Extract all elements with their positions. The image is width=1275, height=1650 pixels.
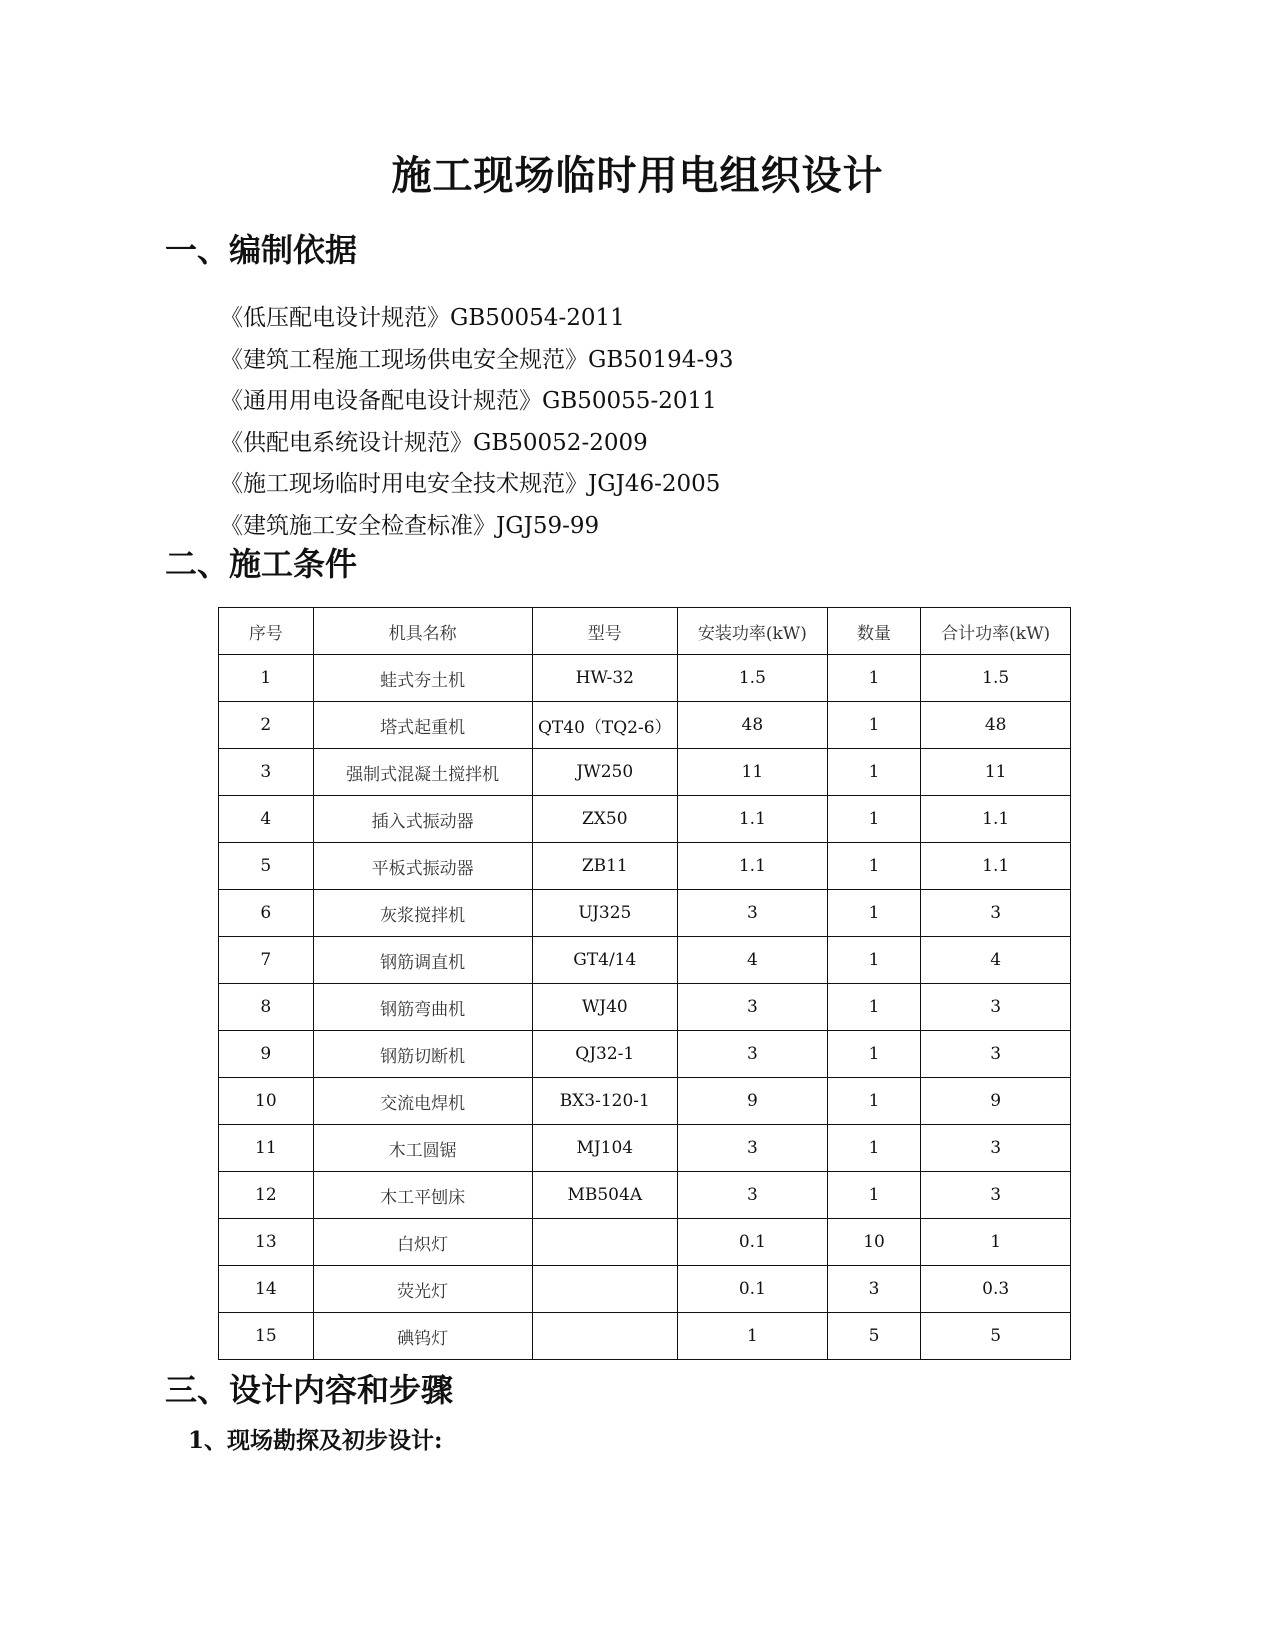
cell-equipment-name: 插入式振动器 — [313, 796, 532, 843]
cell-total-power: 1.1 — [921, 796, 1071, 843]
cell-total-power: 3 — [921, 1125, 1071, 1172]
table-row — [219, 1172, 1071, 1219]
cell-total-power: 48 — [921, 702, 1071, 749]
cell-model — [532, 1313, 678, 1360]
cell-total-power: 5 — [921, 1313, 1071, 1360]
section-heading-basis: 一、编制依据 — [165, 231, 358, 269]
table-row — [219, 796, 1071, 843]
cell-index: 2 — [219, 702, 314, 749]
cell-index: 5 — [219, 843, 314, 890]
header-rated-power: 安装功率(kW) — [678, 608, 828, 655]
sub-heading-site-survey: 1、现场勘探及初步设计: — [188, 1427, 443, 1454]
reference-item: 《供配电系统设计规范》GB50052-2009 — [220, 429, 648, 456]
cell-total-power: 0.3 — [921, 1266, 1071, 1313]
cell-model — [532, 1266, 678, 1313]
cell-model: JW250 — [532, 749, 678, 796]
cell-index: 8 — [219, 984, 314, 1031]
cell-model: UJ325 — [532, 890, 678, 937]
reference-item: 《施工现场临时用电安全技术规范》JGJ46-2005 — [220, 471, 721, 498]
table-row — [219, 984, 1071, 1031]
cell-total-power: 9 — [921, 1078, 1071, 1125]
cell-model: MJ104 — [532, 1125, 678, 1172]
cell-equipment-name: 碘钨灯 — [313, 1313, 532, 1360]
cell-equipment-name: 塔式起重机 — [313, 702, 532, 749]
table-row — [219, 1219, 1071, 1266]
cell-total-power: 3 — [921, 1031, 1071, 1078]
table-row — [219, 1266, 1071, 1313]
cell-quantity: 1 — [827, 1172, 921, 1219]
cell-model: MB504A — [532, 1172, 678, 1219]
cell-model: QJ32-1 — [532, 1031, 678, 1078]
cell-index: 14 — [219, 1266, 314, 1313]
cell-equipment-name: 强制式混凝土搅拌机 — [313, 749, 532, 796]
cell-equipment-name: 钢筋调直机 — [313, 937, 532, 984]
table-row — [219, 890, 1071, 937]
cell-equipment-name: 木工平刨床 — [313, 1172, 532, 1219]
cell-rated-power: 0.1 — [678, 1219, 828, 1266]
cell-index: 11 — [219, 1125, 314, 1172]
reference-item: 《建筑工程施工现场供电安全规范》GB50194-93 — [220, 346, 734, 373]
cell-total-power: 1 — [921, 1219, 1071, 1266]
equipment-table — [218, 607, 1071, 1360]
cell-quantity: 10 — [827, 1219, 921, 1266]
cell-model — [532, 1219, 678, 1266]
cell-total-power: 3 — [921, 984, 1071, 1031]
section-heading-design: 三、设计内容和步骤 — [165, 1371, 454, 1409]
cell-model: HW-32 — [532, 655, 678, 702]
table-row — [219, 702, 1071, 749]
cell-quantity: 5 — [827, 1313, 921, 1360]
table-row — [219, 655, 1071, 702]
cell-rated-power: 1.5 — [678, 655, 828, 702]
cell-index: 12 — [219, 1172, 314, 1219]
table-row — [219, 1313, 1071, 1360]
cell-quantity: 1 — [827, 796, 921, 843]
cell-model: WJ40 — [532, 984, 678, 1031]
cell-total-power: 1.5 — [921, 655, 1071, 702]
cell-index: 4 — [219, 796, 314, 843]
cell-rated-power: 0.1 — [678, 1266, 828, 1313]
cell-equipment-name: 白炽灯 — [313, 1219, 532, 1266]
cell-rated-power: 3 — [678, 1125, 828, 1172]
cell-rated-power: 11 — [678, 749, 828, 796]
cell-quantity: 1 — [827, 984, 921, 1031]
cell-quantity: 1 — [827, 1125, 921, 1172]
cell-index: 9 — [219, 1031, 314, 1078]
cell-equipment-name: 木工圆锯 — [313, 1125, 532, 1172]
reference-list — [220, 298, 733, 548]
cell-equipment-name: 交流电焊机 — [313, 1078, 532, 1125]
header-index: 序号 — [219, 608, 314, 655]
cell-equipment-name: 钢筋切断机 — [313, 1031, 532, 1078]
cell-model: BX3-120-1 — [532, 1078, 678, 1125]
cell-index: 13 — [219, 1219, 314, 1266]
cell-rated-power: 3 — [678, 984, 828, 1031]
cell-total-power: 3 — [921, 890, 1071, 937]
reference-item: 《通用用电设备配电设计规范》GB50055-2011 — [220, 388, 717, 415]
cell-model: ZX50 — [532, 796, 678, 843]
cell-quantity: 1 — [827, 937, 921, 984]
cell-rated-power: 3 — [678, 1031, 828, 1078]
cell-total-power: 3 — [921, 1172, 1071, 1219]
cell-index: 15 — [219, 1313, 314, 1360]
reference-item: 《建筑施工安全检查标准》JGJ59-99 — [220, 512, 600, 539]
table-body — [219, 655, 1071, 1360]
cell-rated-power: 1.1 — [678, 796, 828, 843]
header-model: 型号 — [532, 608, 678, 655]
cell-model: GT4/14 — [532, 937, 678, 984]
cell-index: 7 — [219, 937, 314, 984]
cell-rated-power: 9 — [678, 1078, 828, 1125]
cell-total-power: 11 — [921, 749, 1071, 796]
cell-index: 6 — [219, 890, 314, 937]
section-heading-conditions: 二、施工条件 — [165, 545, 358, 583]
table-row — [219, 937, 1071, 984]
cell-rated-power: 3 — [678, 1172, 828, 1219]
cell-quantity: 1 — [827, 843, 921, 890]
cell-rated-power: 3 — [678, 890, 828, 937]
cell-quantity: 1 — [827, 655, 921, 702]
table-row — [219, 1078, 1071, 1125]
cell-model: QT40（TQ2-6） — [532, 702, 678, 749]
cell-total-power: 1.1 — [921, 843, 1071, 890]
cell-equipment-name: 平板式振动器 — [313, 843, 532, 890]
cell-quantity: 1 — [827, 890, 921, 937]
cell-model: ZB11 — [532, 843, 678, 890]
cell-equipment-name: 荧光灯 — [313, 1266, 532, 1313]
cell-equipment-name: 灰浆搅拌机 — [313, 890, 532, 937]
table-row — [219, 1031, 1071, 1078]
reference-item: 《低压配电设计规范》GB50054-2011 — [220, 305, 625, 331]
table-row — [219, 1125, 1071, 1172]
cell-equipment-name: 蛙式夯土机 — [313, 655, 532, 702]
cell-rated-power: 1 — [678, 1313, 828, 1360]
table-row — [219, 843, 1071, 890]
cell-rated-power: 4 — [678, 937, 828, 984]
cell-index: 1 — [219, 655, 314, 702]
header-total-power: 合计功率(kW) — [921, 608, 1071, 655]
table-row — [219, 749, 1071, 796]
cell-total-power: 4 — [921, 937, 1071, 984]
header-quantity: 数量 — [827, 608, 921, 655]
table-header-row — [219, 608, 1071, 655]
cell-quantity: 1 — [827, 1078, 921, 1125]
cell-quantity: 1 — [827, 702, 921, 749]
header-name: 机具名称 — [313, 608, 532, 655]
document-title: 施工现场临时用电组织设计 — [391, 152, 884, 199]
cell-quantity: 1 — [827, 1031, 921, 1078]
cell-rated-power: 1.1 — [678, 843, 828, 890]
cell-quantity: 3 — [827, 1266, 921, 1313]
cell-rated-power: 48 — [678, 702, 828, 749]
cell-equipment-name: 钢筋弯曲机 — [313, 984, 532, 1031]
cell-quantity: 1 — [827, 749, 921, 796]
cell-index: 3 — [219, 749, 314, 796]
cell-index: 10 — [219, 1078, 314, 1125]
